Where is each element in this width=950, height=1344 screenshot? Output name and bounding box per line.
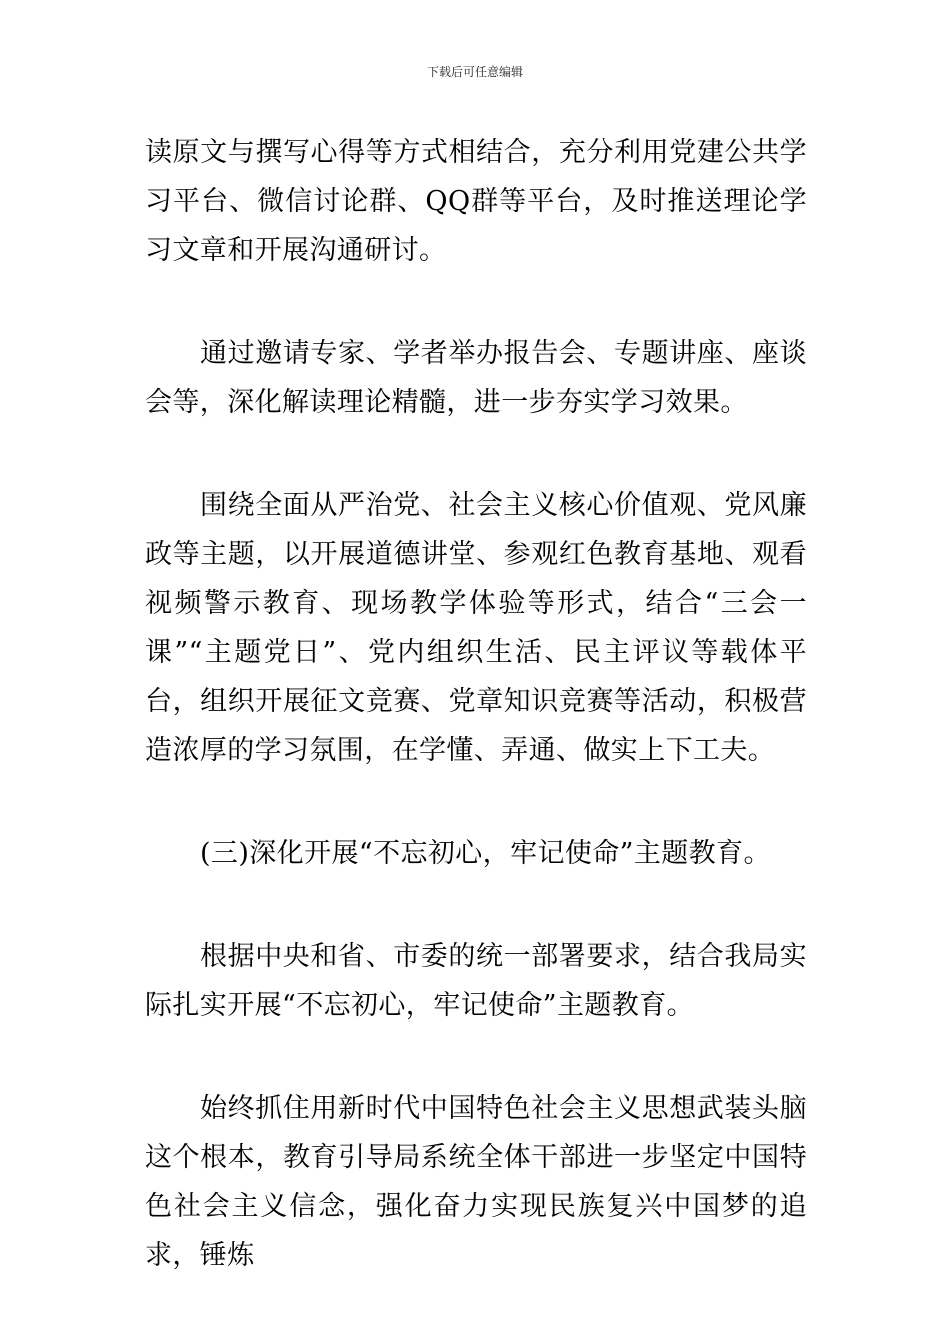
paragraph-experts-lectures: 通过邀请专家、学者举办报告会、专题讲座、座谈会等，深化解读理论精髓，进一步夯实学习效果。 xyxy=(145,338,807,418)
paragraph-continued: 读原文与撰写心得等方式相结合，充分利用党建公共学习平台、微信讨论群、QQ群等平台，及时推送理论学习文章和开展沟通研讨。 xyxy=(145,137,807,266)
paragraph-ideology: 始终抓住用新时代中国特色社会主义思想武装头脑这个根本，教育引导局系统全体干部进一步坚定中国特色社会主义信念，强化奋力实现民族复兴中国梦的追求，锤炼 xyxy=(145,1093,807,1271)
paragraph-deployment: 根据中央和省、市委的统一部署要求，结合我局实际扎实开展“不忘初心，牢记使命”主题教育。 xyxy=(145,941,807,1021)
page-header: 下载后可任意编辑 xyxy=(426,65,523,79)
section-heading-three: (三)深化开展“不忘初心，牢记使命”主题教育。 xyxy=(200,838,771,869)
paragraph-themed-activities: 围绕全面从严治党、社会主义核心价值观、党风廉政等主题，以开展道德讲堂、参观红色教育基地、观看视频警示教育、现场教学体验等形式，结合“三会一课”“主题党日”、党内组织生活、民主评议等载体平台，组织开展征文竞赛、党章知识竞赛等活动，积极营造浓厚的学习氛围，在学懂、弄通、做实上下工夫。 xyxy=(145,490,807,766)
document-body xyxy=(145,128,807,1280)
